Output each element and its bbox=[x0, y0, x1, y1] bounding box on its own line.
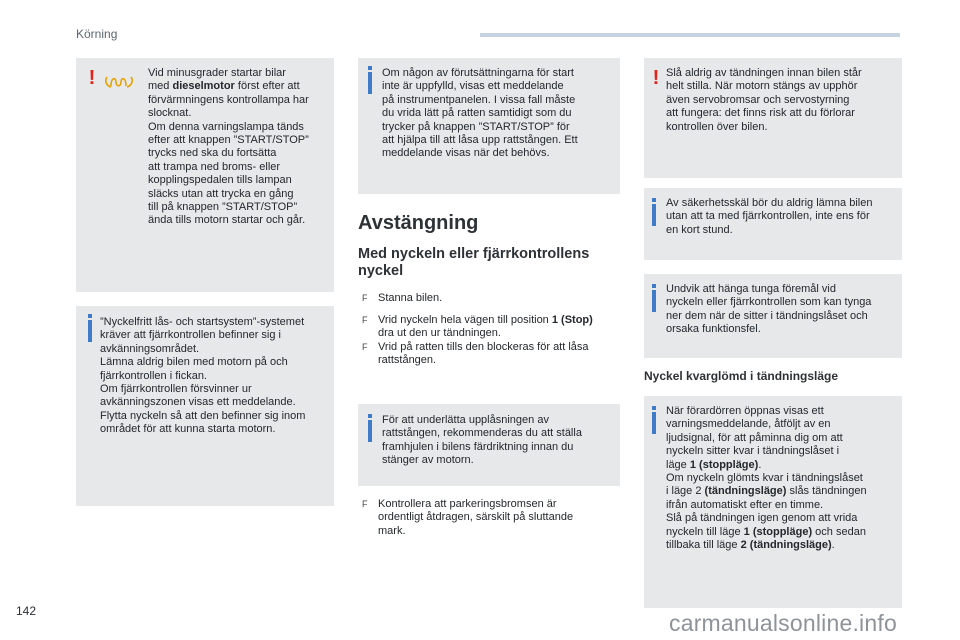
diesel-paragraph-1: Vid minusgrader startar bilar med dieselmotor först efter att förvärmningens kontrollampa har slocknat. bbox=[148, 67, 309, 120]
arrow-icon: F bbox=[362, 315, 368, 325]
info-icon bbox=[652, 290, 656, 312]
remote-safety-paragraph: Av säkerhetsskäl bör du aldrig lämna bilen utan att ta med fjärrkontrollen, inte ens för en kort stund. bbox=[666, 197, 873, 236]
info-icon bbox=[652, 204, 656, 226]
diesel-warning-box bbox=[76, 58, 334, 292]
info-icon bbox=[652, 412, 656, 434]
ignition-warning-box bbox=[644, 58, 902, 178]
section-heading: Avstängning bbox=[358, 212, 479, 234]
watermark: carmanualsonline.info bbox=[669, 610, 897, 636]
keyless-paragraph: ”Nyckelfritt lås- och startsystem”-systemet kräver att fjärrkontrollen befinner sig i avkänningsområdet. Lämna aldrig bilen med motorn på och fjärrkontrollen i fickan. Om fjärrkontrollen försvinner ur avkänningszonen visas ett meddelande. Flytta nyckeln så att den befinner sig inom området för att kunna starta motorn. bbox=[100, 316, 306, 436]
header-bar bbox=[480, 33, 900, 37]
heavy-objects-paragraph: Undvik att hänga tunga föremål vid nyckeln eller fjärrkontrollen som kan tynga ner dem när de sitter i tändningslåset och orsaka funktionsfel. bbox=[666, 283, 872, 336]
heavy-objects-info-box bbox=[644, 274, 902, 358]
arrow-icon: F bbox=[362, 293, 368, 303]
info-icon bbox=[368, 420, 372, 442]
remote-safety-info-box bbox=[644, 188, 902, 260]
start-conditions-paragraph: Om någon av förutsättningarna för start inte är uppfylld, visas ett meddelande på instrumentpanelen. I vissa fall måste du vrida lätt på ratten samtidigt som du trycker på knappen ”START/STOP” för att hjälpa till att låsa upp rattstången. Ett meddelande visas när det behövs. bbox=[382, 67, 578, 160]
warning-exclamation-icon: ! bbox=[88, 67, 96, 89]
glow-plug-icon bbox=[104, 74, 134, 90]
page-number: 142 bbox=[16, 604, 37, 618]
subsection-heading: Med nyckeln eller fjärrkontrollens nyckel bbox=[358, 246, 590, 279]
steering-tip-paragraph: För att underlätta upplåsningen av rattstången, rekommenderas du att ställa framhjulen i bilens färdriktning innan du stänger av motorn. bbox=[382, 414, 582, 467]
steering-tip-info-box bbox=[358, 404, 620, 486]
arrow-icon: F bbox=[362, 342, 368, 352]
start-conditions-info-box bbox=[358, 58, 620, 194]
keyless-info-box bbox=[76, 306, 334, 506]
warning-exclamation-icon: ! bbox=[652, 67, 660, 89]
info-icon bbox=[88, 320, 92, 342]
diesel-paragraph-2: Om denna varningslampa tänds efter att knappen ”START/STOP” trycks ned ska du fortsätta att trampa ned broms- eller kopplingspedalen tills lampan släcks utan att trycka en gång till på knappen ”START/STOP” ända tills motorn startar och går. bbox=[148, 120, 309, 227]
key-forgotten-paragraph: När förardörren öppnas visas ett varningsmeddelande, åtföljt av en ljudsignal, för att påminna dig om att nyckeln sitter kvar i tändningslåset i läge 1 (stoppläge). Om nyckeln glömts kvar i tändningslåset i läge 2 (tändningsläge) slås tändningen ifrån automatiskt efter en timme. Slå på tändningen igen genom att vrida nyckeln till läge 1 (stoppläge) och sedan tillbaka till läge 2 (tändningsläge). bbox=[666, 405, 867, 552]
subsection-heading-key-forgotten: Nyckel kvarglömd i tändningsläge bbox=[644, 369, 839, 383]
info-icon bbox=[368, 72, 372, 94]
key-forgotten-info-box bbox=[644, 396, 902, 608]
section-title: Körning bbox=[76, 27, 118, 41]
arrow-icon: F bbox=[362, 499, 368, 509]
ignition-warning-paragraph: Slå aldrig av tändningen innan bilen står helt stilla. När motorn stängs av upphör även servobromsar och servostyrning att fungera: det finns risk att du förlorar kontrollen över bilen. bbox=[666, 67, 862, 133]
